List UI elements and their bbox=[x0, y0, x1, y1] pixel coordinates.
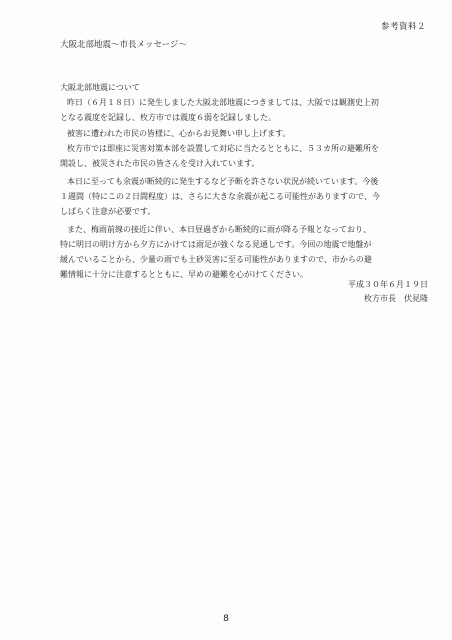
paragraph-line: また、梅雨前線の接近に伴い、本日昼過ぎから断続的に雨が降る予報となっており、 bbox=[67, 225, 371, 234]
section-earthquake-overview bbox=[60, 80, 426, 125]
paragraph-line: 緩んでいることから、少量の雨でも土砂災害に至る可能性がありますので、市からの避 bbox=[60, 255, 372, 264]
paragraph-line: 特に明日の明け方から夕方にかけては雨足が強くなる見通しです。今回の地震で地盤が bbox=[60, 240, 372, 249]
section-aftershock-warning bbox=[60, 174, 426, 219]
paragraph-line: 被害に遭われた市民の皆様に、心からお見舞い申し上げます。 bbox=[67, 129, 291, 138]
paragraph-line: 難情報に十分に注意するとともに、早めの避難を心がけてください。 bbox=[60, 270, 308, 279]
paragraph-line: 枚方市では即座に災害対策本部を設置して対応に当たるとともに、５３カ所の避難所を bbox=[67, 144, 379, 153]
section-heading: 大阪北部地震について bbox=[60, 83, 140, 92]
paragraph-line: １週間（特にこの２日間程度）は、さらに大きな余震が起こる可能性がありますので、今 bbox=[60, 192, 380, 201]
paragraph-line: 本日に至っても余震が断続的に発生するなど予断を許さない状況が続いています。今後 bbox=[67, 177, 379, 186]
reference-label: 参考資料２ bbox=[380, 22, 426, 32]
signature-author: 枚方市長 伏見隆 bbox=[364, 294, 428, 303]
signature-date: 平成３０年６月１９日 bbox=[348, 280, 428, 289]
section-sympathy-response bbox=[60, 126, 426, 171]
page-number: 8 bbox=[223, 614, 229, 624]
document-title: 大阪北部地震～市長メッセージ～ bbox=[60, 40, 187, 50]
paragraph-line: しばらく注意が必要です。 bbox=[60, 207, 156, 216]
paragraph-line: となる震度を記録し、枚方市では震度６弱を記録しました。 bbox=[60, 113, 276, 122]
paragraph-line: 開設し、被災された市民の皆さんを受け入れています。 bbox=[60, 159, 260, 168]
section-rain-warning bbox=[60, 222, 426, 282]
paragraph-line: 昨日（６月１８日）に発生しました大阪北部地震につきましては、大阪では観測史上初 bbox=[67, 98, 379, 107]
signature-block bbox=[348, 278, 428, 306]
